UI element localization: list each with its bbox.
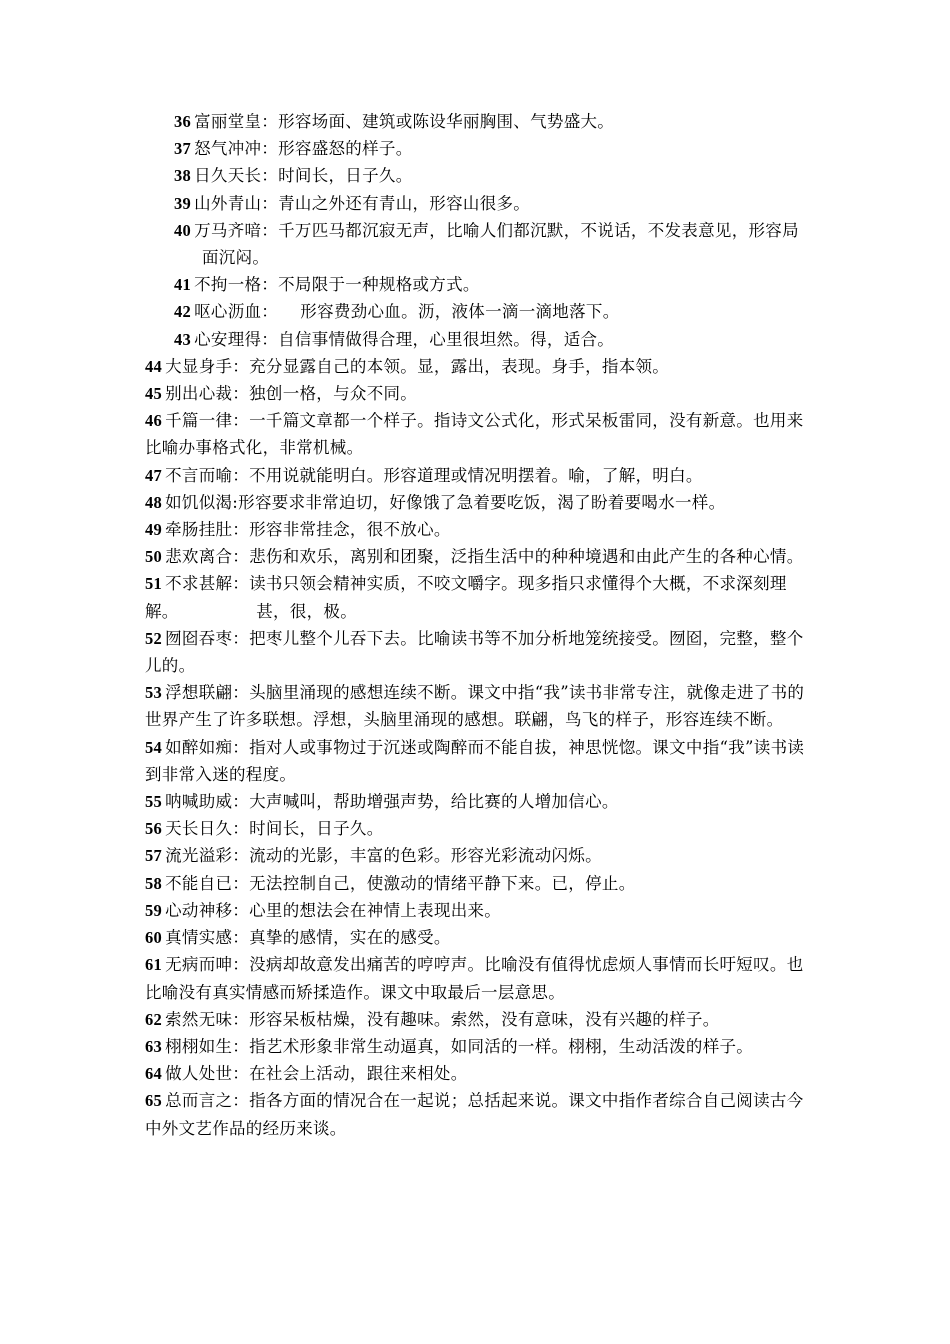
entry-number: 65	[145, 1091, 163, 1111]
idiom-entry	[145, 543, 810, 570]
entry-text: 别出心裁：独创一格，与众不同。	[165, 384, 418, 404]
idiom-entry	[145, 924, 810, 951]
idiom-entry	[145, 462, 810, 489]
entry-number: 49	[145, 520, 163, 540]
entry-number: 53	[145, 683, 163, 703]
entry-number: 44	[145, 356, 163, 376]
entry-number: 59	[145, 900, 163, 920]
entry-text: 悲欢离合：悲伤和欢乐，离别和团聚，泛指生活中的种种境遇和由此产生的各种心情。	[165, 547, 804, 567]
entry-number: 38	[174, 166, 192, 186]
entry-number: 62	[145, 1009, 163, 1029]
entry-text: 做人处世：在社会上活动，跟往来相处。	[165, 1064, 468, 1084]
entry-number: 57	[145, 846, 163, 866]
idiom-entry	[145, 353, 810, 380]
idiom-entry	[145, 1060, 810, 1087]
entry-text: 日久天长：时间长，日子久。	[194, 166, 413, 186]
entry-text: 不能自已：无法控制自己，使激动的情绪平静下来。已，停止。	[165, 873, 636, 893]
entry-text: 不言而喻：不用说就能明白。形容道理或情况明摆着。喻，了解，明白。	[165, 465, 703, 485]
entry-number: 40	[174, 220, 192, 240]
idiom-entry	[145, 788, 810, 815]
entry-number: 52	[145, 628, 163, 648]
entry-text: 怒气冲冲：形容盛怒的样子。	[194, 139, 413, 159]
entry-text: 万马齐喑：千万匹马都沉寂无声，比喻人们都沉默，不说话，不发表意见，形容局面沉闷。	[194, 220, 799, 268]
entry-text: 不求甚解：读书只领会精神实质，不咬文嚼字。现多指只求懂得个大概，不求深刻理解。 甚，很，极。	[145, 574, 787, 621]
entry-number: 43	[174, 329, 192, 349]
idiom-entry	[145, 380, 810, 407]
entry-number: 54	[145, 737, 163, 757]
idiom-entry	[145, 625, 810, 679]
entry-number: 37	[174, 139, 192, 159]
document-body	[145, 108, 810, 1142]
entry-text: 呐喊助威：大声喊叫，帮助增强声势，给比赛的人增加信心。	[165, 792, 619, 812]
entry-text: 富丽堂皇：形容场面、建筑或陈设华丽胸围、气势盛大。	[194, 112, 615, 131]
entry-text: 总而言之：指各方面的情况合在一起说；总括起来说。课文中指作者综合自己阅读古今中外文艺作品的经历来谈。	[145, 1091, 804, 1138]
idiom-entry	[145, 870, 810, 897]
entry-number: 56	[145, 819, 163, 839]
entry-number: 41	[174, 275, 192, 295]
entry-text: 真情实感：真挚的感情，实在的感受。	[165, 928, 451, 948]
entry-number: 50	[145, 547, 163, 567]
idiom-entry	[145, 842, 810, 869]
idiom-entry	[145, 897, 810, 924]
idiom-entry	[145, 951, 810, 1005]
entry-number: 55	[145, 792, 163, 812]
idiom-entry	[145, 489, 810, 516]
entry-number: 36	[174, 112, 192, 131]
idiom-entry	[145, 190, 810, 217]
entry-text: 如醉如痴：指对人或事物过于沉迷或陶醉而不能自拔，神思恍惚。课文中指“我”读书读到非常入迷的程度。	[145, 737, 805, 784]
entry-text: 流光溢彩：流动的光影，丰富的色彩。形容光彩流动闪烁。	[165, 846, 602, 866]
idiom-entry	[145, 326, 810, 353]
entry-number: 46	[145, 411, 163, 431]
entry-number: 60	[145, 928, 163, 948]
entry-text: 无病而呻：没病却故意发出痛苦的哼哼声。比喻没有值得忧虑烦人事情而长吁短叹。也比喻没有真实情感而矫揉造作。课文中取最后一层意思。	[145, 955, 804, 1002]
idiom-entry	[145, 298, 810, 325]
idiom-entry	[145, 162, 810, 189]
entry-text: 心动神移：心里的想法会在神情上表现出来。	[165, 900, 502, 920]
idiom-entry	[145, 1033, 810, 1060]
entry-text: 千篇一律：一千篇文章都一个样子。指诗文公式化，形式呆板雷同，没有新意。也用来比喻办事格式化，非常机械。	[145, 411, 804, 458]
entry-number: 48	[145, 492, 163, 512]
entry-text: 天长日久：时间长，日子久。	[165, 819, 384, 839]
entry-text: 大显身手：充分显露自己的本领。显，露出，表现。身手，指本领。	[165, 356, 670, 376]
entry-number: 61	[145, 955, 163, 975]
entry-number: 64	[145, 1064, 163, 1084]
entry-text: 心安理得：自信事情做得合理，心里很坦然。得，适合。	[194, 329, 615, 349]
idiom-entry	[145, 407, 810, 461]
idiom-entry	[145, 516, 810, 543]
entry-number: 45	[145, 384, 163, 404]
entry-text: 索然无味：形容呆板枯燥，没有趣味。索然，没有意味，没有兴趣的样子。	[165, 1009, 720, 1029]
idiom-entry	[145, 108, 810, 135]
idiom-entry	[145, 1087, 810, 1141]
entry-text: 呕心沥血： 形容费劲心血。沥，液体一滴一滴地落下。	[194, 302, 620, 322]
idiom-entry	[145, 271, 810, 298]
entry-text: 牵肠挂肚：形容非常挂念，很不放心。	[165, 520, 451, 540]
idiom-entry	[145, 570, 810, 624]
idiom-entry	[145, 815, 810, 842]
idiom-entry	[145, 217, 810, 271]
entry-text: 栩栩如生：指艺术形象非常生动逼真，如同活的一样。栩栩，生动活泼的样子。	[165, 1036, 754, 1056]
idiom-entry	[145, 1006, 810, 1033]
entry-number: 39	[174, 193, 192, 213]
entry-text: 不拘一格：不局限于一种规格或方式。	[194, 275, 480, 295]
entry-number: 42	[174, 302, 192, 322]
entry-text: 囫囵吞枣：把枣儿整个儿吞下去。比喻读书等不加分析地笼统接受。囫囵，完整，整个儿的。	[145, 628, 804, 676]
idiom-entry	[145, 679, 810, 733]
entry-number: 63	[145, 1036, 163, 1056]
entry-number: 58	[145, 873, 163, 893]
entry-text: 山外青山：青山之外还有青山，形容山很多。	[194, 193, 531, 213]
idiom-entry	[145, 734, 810, 788]
idiom-entry	[145, 135, 810, 162]
entry-text: 如饥似渴:形容要求非常迫切，好像饿了急着要吃饭，渴了盼着要喝水一样。	[165, 492, 726, 512]
entry-text: 浮想联翩：头脑里涌现的感想连续不断。课文中指“我”读书非常专注，就像走进了书的世界产生了许多联想。浮想，头脑里涌现的感想。联翩，鸟飞的样子，形容连续不断。	[145, 683, 805, 730]
entry-number: 51	[145, 574, 163, 594]
entry-number: 47	[145, 465, 163, 485]
